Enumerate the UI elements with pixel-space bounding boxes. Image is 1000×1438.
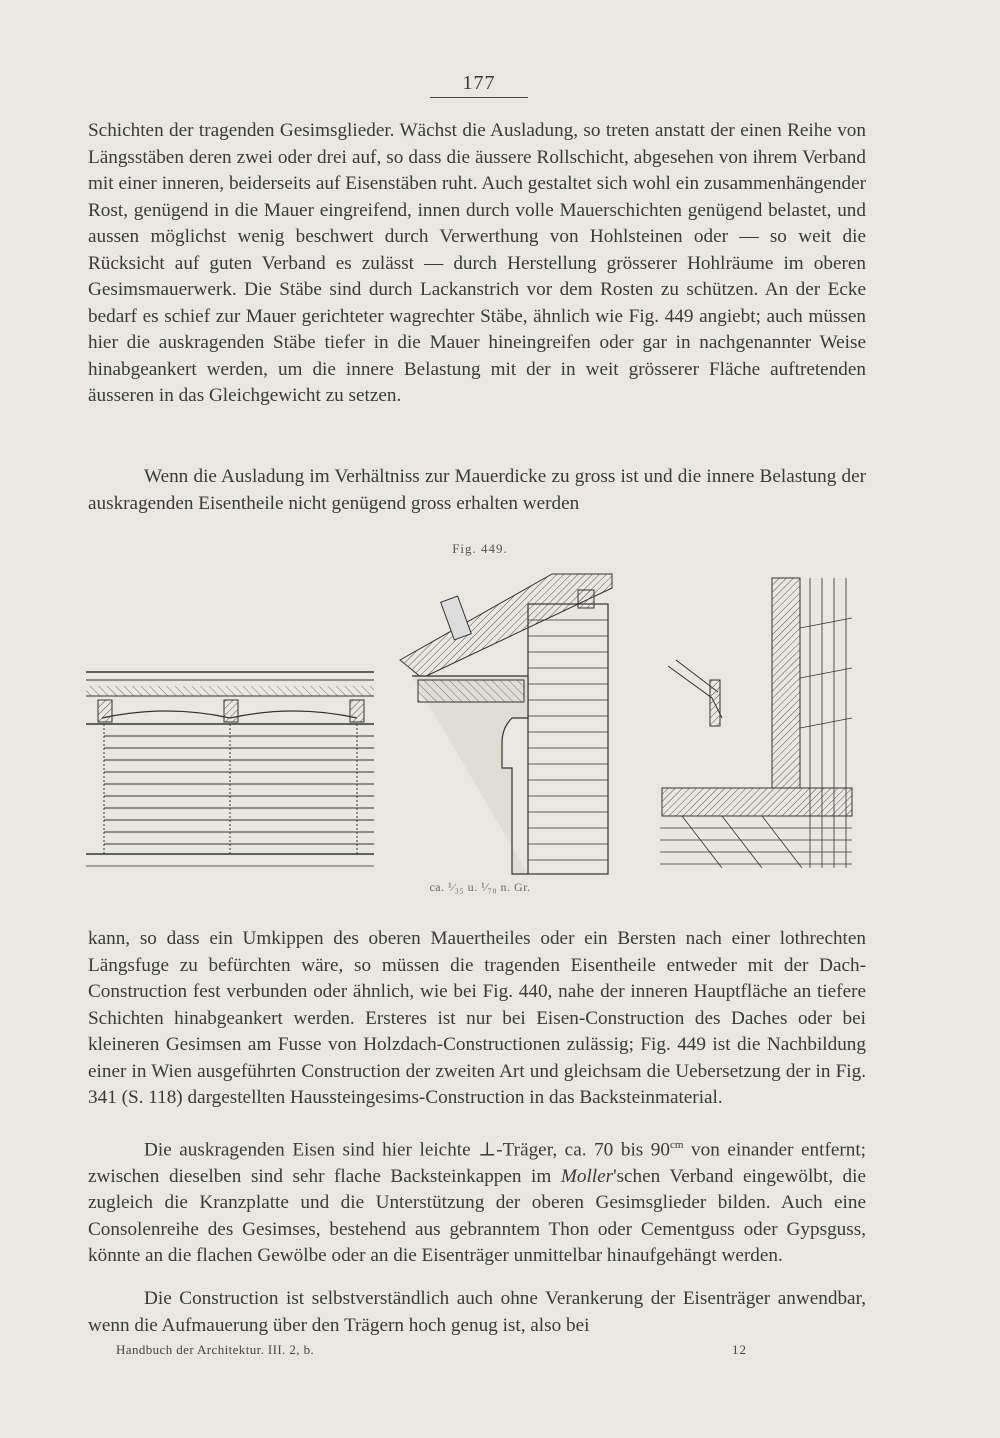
para4-unit: cm	[670, 1139, 684, 1151]
para4-text-c: 'schen Verband eingewölbt, die zugleich die Kranzplatte und die Unterstützung der oberen Gesimsglieder bilden. Auch eine Consolenreihe des Gesimses, bestehend aus gebranntem Thon oder Cementguss oder Gypsguss, könnte an die flachen Gewölbe oder an die Eisenträger unmittelbar hinaufgehängt werden.	[88, 1165, 866, 1267]
section-view	[400, 574, 612, 874]
para4-text-b: von einander entfernt; zwischen dieselben sind sehr flache Backsteinkappen im	[88, 1139, 866, 1187]
elevation-view	[86, 672, 374, 866]
figure-449-drawing	[82, 568, 872, 878]
page-number: 177	[430, 72, 528, 98]
body-paragraph-1: Schichten der tragenden Gesimsglieder. Wächst die Ausladung, so treten anstatt der einen Reihe von Längsstäben deren zwei oder drei auf, so dass die äussere Rollschicht, abgesehen von ihrem Verband mit einer inneren, beiderseits auf Eisenstäben ruht. Auch gestaltet sich wohl ein zusammenhängender Rost, genügend in die Mauer eingreifend, innen durch volle Mauerschichten genügend belastet, und aussen möglichst wenig beschwert durch Verwerthung von Hohlsteinen oder — so weit die Rücksicht auf guten Verband es zulässt — durch Herstellung grösserer Hohlräume im oberen Gesimsmauerwerk. Die Stäbe sind durch Lackanstrich vor dem Rosten zu schützen. An der Ecke bedarf es schief zur Mauer gerichteter wagrechter Stäbe, ähnlich wie Fig. 449 angiebt; auch müssen hier die auskragenden Stäbe tiefer in die Mauer hineingreifen oder gar in nachgenannter Weise hinabgeankert werden, um die innere Belastung mit der in weit grösserer Fläche auftretenden äusseren in das Gleichgewicht zu setzen.	[88, 120, 866, 406]
footer-series-title: Handbuch der Architektur. III. 2, b.	[116, 1342, 315, 1357]
body-paragraph-5: Die Construction ist selbstverständlich auch ohne Verankerung der Eisenträger anwendbar, wenn die Aufmauerung über den Trägern hoch genug ist, also bei	[88, 1288, 866, 1336]
plan-view	[660, 578, 852, 868]
figure-caption: Fig. 449.	[452, 541, 508, 556]
figure-scale: ca. ¹⁄₃₅ u. ¹⁄₇₀ n. Gr.	[429, 880, 531, 894]
para4-text-a: Die auskragenden Eisen sind hier leichte ⊥-Träger, ca. 70 bis 90	[144, 1139, 670, 1161]
body-paragraph-2: Wenn die Ausladung im Verhältniss zur Mauerdicke zu gross ist und die innere Belastung der auskragenden Eisentheile nicht genügend gross erhalten werden	[88, 466, 866, 514]
footer-signature-mark: 12	[732, 1342, 747, 1357]
para4-name: Moller	[560, 1165, 614, 1187]
body-paragraph-3: kann, so dass ein Umkippen des oberen Mauertheiles oder ein Bersten nach einer lothrechten Längsfuge zu befürchten wäre, so müssen die tragenden Eisentheile entweder mit der Dach-Construction fest verbunden oder ähnlich, wie bei Fig. 440, nahe der inneren Hauptfläche an tiefere Schichten hinabgeankert werden. Ersteres ist nur bei Eisen-Construction des Daches oder bei kleineren Gesimsen am Fusse von Holzdach-Constructionen zulässig; Fig. 449 ist die Nachbildung einer in Wien ausgeführten Construction der zweiten Art und gleichsam die Uebersetzung der in Fig. 341 (S. 118) dargestellten Haussteingesims-Construction in das Backsteinmaterial.	[88, 928, 866, 1108]
body-paragraph-4	[88, 1132, 866, 1270]
